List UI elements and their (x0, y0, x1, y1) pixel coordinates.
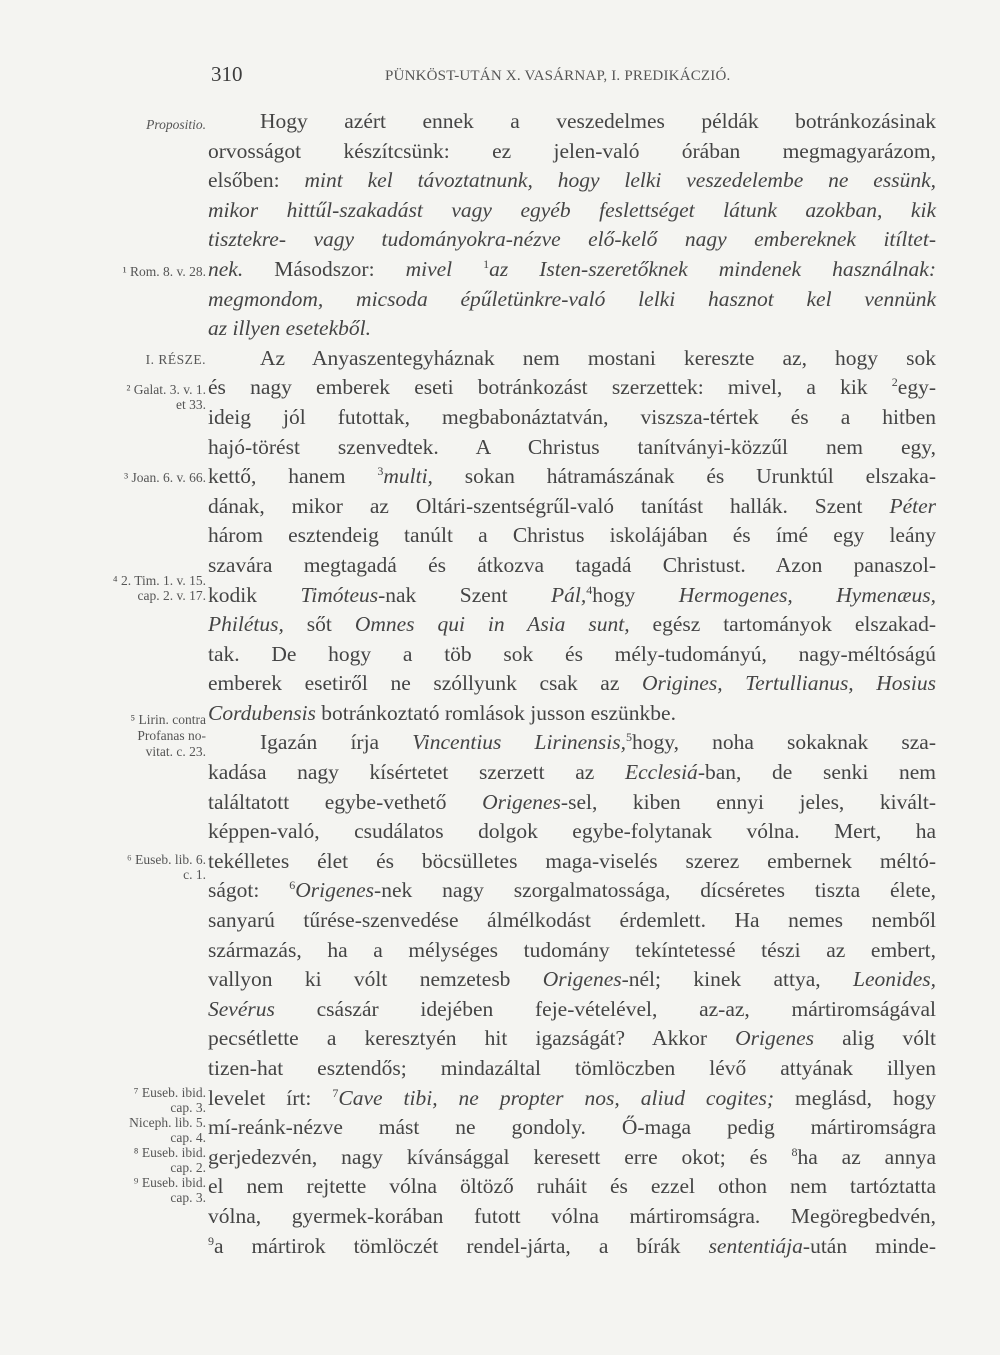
text-line: elsőben: mint kel távoztatnunk, hogy lelki veszedelembe ne essünk, (208, 168, 936, 193)
text-line: három esztendeig tanúlt a Christus iskolájában és ímé egy leány (208, 523, 936, 548)
text-line: Philétus, sőt Omnes qui in Asia sunt, egész tartományok elszakad- (208, 612, 936, 637)
footnote-marker: 1 (483, 256, 490, 271)
text-line: $^9$a mártirok tömlöczét rendel-járta, a bírák sententiája-után minde- (208, 1233, 937, 1258)
margin-note-ref-7d: cap. 4. (170, 1130, 206, 1145)
text-line: mikor hittűl-szakadást vagy egyéb feslettséget látunk azokban, kik (208, 197, 936, 222)
margin-note-ref-3: ³ Joan. 6. v. 66. (124, 470, 206, 485)
margin-note-ref-6: ⁶ Euseb. lib. 6. (127, 852, 206, 867)
text-line: Igazán írja Vincentius Lirinensis,$^5$hogy, noha sokaknak sza- (260, 730, 937, 755)
text-line: ságot: $^6$Origenes-nek nagy szorgalmatossága, dícséretes tiszta élete, (208, 878, 937, 903)
margin-notes (0, 0, 210, 1355)
footnote-marker: 9 (208, 1233, 214, 1248)
footnote-marker: 7 (332, 1085, 339, 1100)
text-line: tisztekre- vagy tudományokra-nézve elő-kelő nagy embereknek itíltet- (208, 227, 936, 252)
text-line: mí-reánk-nézve mást ne gondoly. Ő-maga pedig mártiromságra (208, 1115, 936, 1140)
margin-note-ref-4b: cap. 2. v. 17. (137, 588, 206, 603)
footnote-marker: 4 (586, 582, 593, 597)
margin-note-ref-1: ¹ Rom. 8. v. 28. (122, 264, 206, 279)
footnote-marker: 3 (377, 464, 384, 479)
margin-note-ref-9b: cap. 3. (170, 1190, 206, 1205)
text-line: orvosságot készítcsünk: ez jelen-való órában megmagyarázom, (208, 138, 936, 163)
body-text (208, 107, 936, 1261)
running-head: PÜNKÖST-UTÁN X. VASÁRNAP, I. PREDIKÁCZIÓ. (385, 68, 731, 84)
text-line: Hogy azért ennek a veszedelmes példák botránkozásinak (260, 109, 936, 133)
text-line: kodik Timóteus-nak Szent Pál,$^4$hogy Hermogenes, Hymenæus, (208, 582, 937, 607)
text-line: vallyon ki vólt nemzetesb Origenes-nél; kinek attya, Leonides, (208, 967, 936, 992)
text-line: levelet írt: $^7$Cave tibi, ne propter nos, aliud cogites; meglásd, hogy (208, 1085, 936, 1110)
text-line: Cordubensis botránkoztató romlások jusson eszünkbe. (208, 700, 676, 725)
margin-note-ref-5c: vitat. c. 23. (145, 744, 206, 759)
text-line: kettő, hanem $^3$multi, sokan hátramászának és Urunktúl elszaka- (208, 464, 936, 489)
footnote-marker: 6 (289, 878, 296, 893)
margin-note-ref-9: ⁹ Euseb. ibid. (133, 1175, 206, 1190)
page-number: 310 (211, 62, 243, 86)
text-line: vólna, gyermek-korában futott vólna mártiromságra. Megöregbedvén, (208, 1203, 936, 1228)
page-header (205, 62, 940, 92)
text-line: pecsétlette a keresztyén hit igazságát? Akkor Origenes alig vólt (208, 1026, 936, 1051)
text-line: gerjedezvén, nagy kívánsággal keresett erre okot; és $^8$ha az annya (208, 1144, 936, 1169)
margin-note-ref-7c: Niceph. lib. 5. (129, 1115, 206, 1130)
text-line: és nagy emberek eseti botránkozást szerzettek: mivel, a kik $^2$egy- (208, 375, 936, 400)
text-line: Az Anyaszentegyháznak nem mostani kereszte az, hogy sok (260, 345, 936, 370)
text-line: el nem rejtette vólna öltöző ruháit és ezzel othon nem tartóztatta (208, 1174, 936, 1199)
text-line: tak. De hogy a töb sok és mély-tudományú, nagy-méltóságú (208, 641, 936, 666)
footnote-marker: 2 (891, 375, 898, 390)
margin-note-ref-5: ⁵ Lirin. contra (130, 712, 206, 727)
text-line: szavára megtagadá és átkozva tagadá Christust. Azon panaszol- (208, 552, 936, 577)
margin-note-ref-8b: cap. 2. (170, 1160, 206, 1175)
text-line: emberek esetiről ne szóllyunk csak az Origines, Tertullianus, Hosius (208, 671, 936, 696)
text-line: találtatott egybe-vethető Origenes-sel, kiben ennyi jeles, kivált- (208, 789, 936, 814)
text-line: hajó-törést szenvedtek. A Christus tanítványi-közzűl nem egy, (208, 434, 936, 459)
footnote-marker: 5 (625, 730, 632, 745)
text-line: megmondom, micsoda épűletünkre-való lelki hasznot kel vennünk (208, 286, 936, 311)
text-line: származás, ha a mélységes tudomány tekíntetessé tészi az embert, (208, 937, 936, 962)
text-line: dának, mikor az Oltári-szentségrűl-való tanítást hallák. Szent Péter (208, 493, 936, 518)
margin-note-ref-2b: et 33. (176, 397, 206, 412)
text-line: sanyarú tűrése-szenvedése álmélkodást érdemlett. Ha nemes nemből (208, 908, 936, 933)
margin-note-ref-4: ⁴ 2. Tim. 1. v. 15. (112, 573, 206, 588)
margin-note-ref-5b: Profanas no- (137, 728, 206, 743)
text-line: kadása nagy kísértetet szerzett az Ecclesiá-ban, de senki nem (208, 760, 936, 785)
text-line: az illyen esetekből. (208, 316, 371, 341)
text-line: nek. Másodszor: mivel $^1$az Isten-szeretőknek mindenek használnak: (208, 256, 937, 281)
margin-note-ref-7b: cap. 3. (170, 1100, 206, 1115)
margin-note-ref-2: ² Galat. 3. v. 1. (126, 382, 206, 397)
text-line: tekélletes élet és böcsülletes maga-viselés szerez embernek méltó- (208, 848, 936, 873)
margin-note-ref-8: ⁸ Euseb. ibid. (133, 1145, 206, 1160)
margin-note-section: I. RÉSZE. (145, 352, 206, 367)
text-line: ideig jól futottak, megbabonáztatván, viszsza-tértek és a hitben (208, 404, 936, 429)
margin-note-ref-6b: c. 1. (183, 867, 206, 882)
margin-note-ref-7: ⁷ Euseb. ibid. (133, 1085, 206, 1100)
margin-note-propositio: Propositio. (146, 117, 206, 132)
text-line: képpen-való, csudálatos dolgok egybe-folytanak vólna. Mert, ha (208, 819, 936, 844)
text-line: Sevérus császár idejében feje-vételével, az-az, mártiromságával (208, 996, 936, 1021)
text-line: tizen-hat esztendős; mindazáltal tömlöczben lévő attyának illyen (208, 1056, 936, 1080)
footnote-marker: 8 (791, 1144, 798, 1159)
